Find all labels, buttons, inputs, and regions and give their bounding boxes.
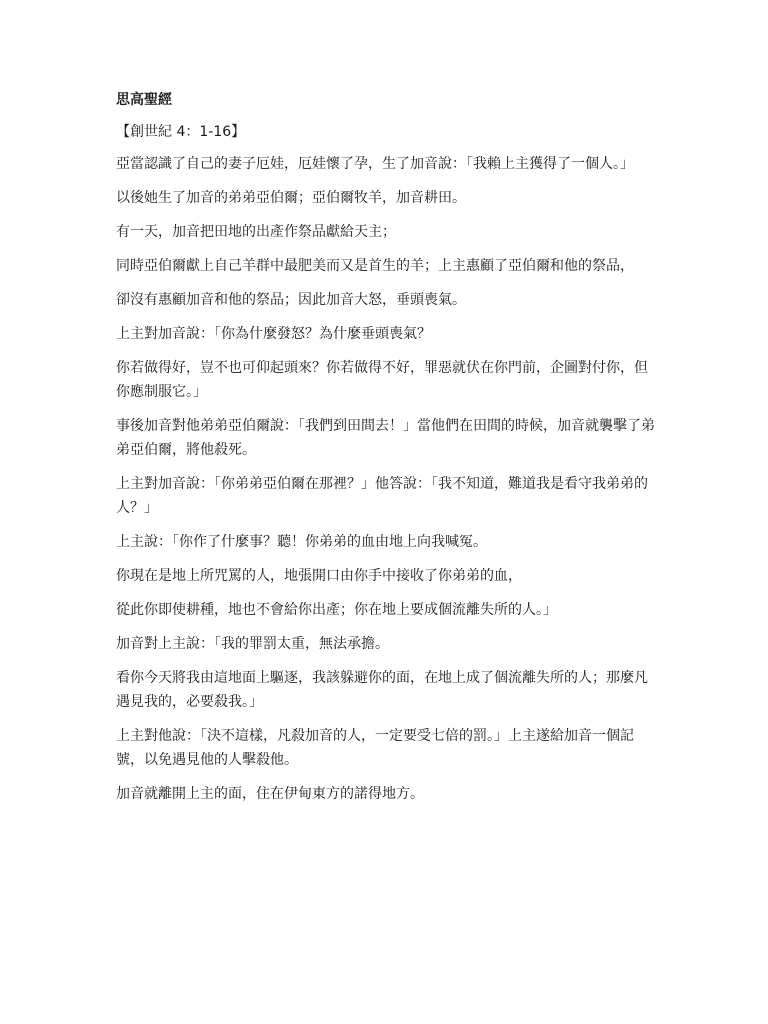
paragraph-9: 上主對加音說：「你弟弟亞伯爾在那裡？」他答說：「我不知道，難道我是看守我弟弟的人？」 bbox=[116, 476, 648, 516]
paragraph-10: 上主說：「你作了什麼事？聽！你弟弟的血由地上向我喊冤。 bbox=[116, 534, 487, 550]
paragraph-8: 事後加音對他弟弟亞伯爾說：「我們到田間去！」當他們在田間的時候，加音就襲擊了弟弟亞伯爾，將他殺死。 bbox=[116, 418, 655, 458]
paragraph-15: 上主對他說：「決不這樣，凡殺加音的人，一定要受七倍的罰。」上主遂給加音一個記號，以免遇見他的人擊殺他。 bbox=[116, 728, 634, 768]
paragraph-11: 你現在是地上所咒罵的人，地張開口由你手中接收了你弟弟的血， bbox=[116, 568, 522, 584]
paragraph-13: 加音對上主說：「我的罪罰太重，無法承擔。 bbox=[116, 636, 389, 652]
paragraph-3: 有一天，加音把田地的出產作祭品獻給天主； bbox=[116, 224, 396, 240]
paragraph-4: 同時亞伯爾獻上自己羊群中最肥美而又是首生的羊；上主惠顧了亞伯爾和他的祭品， bbox=[116, 258, 634, 274]
paragraph-5: 卻沒有惠顧加音和他的祭品；因此加音大怒，垂頭喪氣。 bbox=[116, 292, 466, 308]
paragraph-6: 上主對加音說：「你為什麼發怒？為什麼垂頭喪氣？ bbox=[116, 326, 431, 342]
document-title: 思高聖經 bbox=[116, 92, 172, 108]
paragraph-2: 以後她生了加音的弟弟亞伯爾；亞伯爾牧羊，加音耕田。 bbox=[116, 190, 466, 206]
paragraph-7: 你若做得好，豈不也可仰起頭來？你若做得不好，罪惡就伏在你門前，企圖對付你，但你應制服它。」 bbox=[116, 360, 648, 400]
scripture-reference: 【創世紀 4：1-16】 bbox=[116, 124, 246, 140]
paragraph-12: 從此你即使耕種，地也不會給你出產；你在地上要成個流離失所的人。」 bbox=[116, 602, 557, 618]
paragraph-14: 看你今天將我由這地面上驅逐，我該躲避你的面，在地上成了個流離失所的人；那麼凡遇見我的，必要殺我。」 bbox=[116, 670, 648, 710]
paragraph-16: 加音就離開上主的面，住在伊甸東方的諾得地方。 bbox=[116, 786, 424, 802]
paragraph-1: 亞當認識了自己的妻子厄娃，厄娃懷了孕，生了加音說：「我賴上主獲得了一個人。」 bbox=[116, 156, 634, 172]
document-page bbox=[116, 88, 656, 816]
